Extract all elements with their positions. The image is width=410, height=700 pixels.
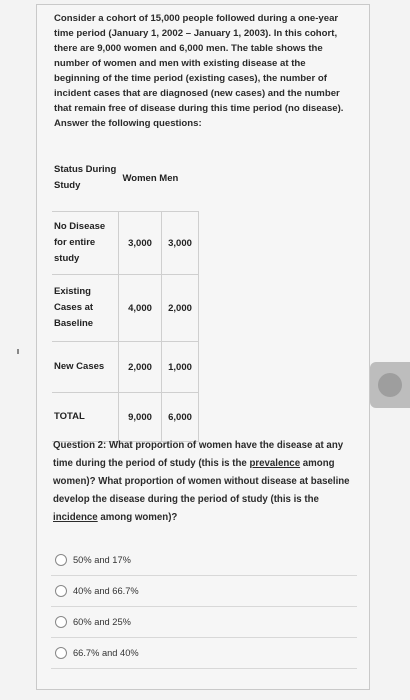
row-label: No Disease for entire study xyxy=(52,212,119,275)
table-row xyxy=(52,212,199,275)
table-row xyxy=(52,275,199,342)
row-label: Existing Cases at Baseline xyxy=(52,275,119,342)
option-label: 40% and 66.7% xyxy=(73,586,139,596)
answer-option-2[interactable] xyxy=(51,576,357,607)
men-value: 1,000 xyxy=(162,342,199,393)
option-label: 66.7% and 40% xyxy=(73,648,139,658)
question-part3: among women)? xyxy=(97,512,178,523)
intro-text: Consider a cohort of 15,000 people followed during a one-year time period (January 1, 2002 – January 1, 2003). In this cohort, there are 9,000 women and 6,000 men. The table shows the number of women and men with existing disease at the beginning of the time period (existing cases), the number of incident cases that are diagnosed (new cases) and the number that remain free of disease during this time period (no disease). Answer the following questions: xyxy=(54,13,344,129)
question-text xyxy=(53,437,357,527)
men-value: 2,000 xyxy=(162,275,199,342)
answer-options xyxy=(51,545,357,669)
women-value: 2,000 xyxy=(119,342,162,393)
answer-option-4[interactable] xyxy=(51,638,357,669)
row-label: New Cases xyxy=(52,342,119,393)
option-label: 60% and 25% xyxy=(73,617,131,627)
cases-table xyxy=(52,145,199,442)
radio-button-icon[interactable] xyxy=(55,616,67,628)
answer-option-1[interactable] xyxy=(51,545,357,576)
women-value: 9,000 xyxy=(119,393,162,442)
side-panel-tab[interactable] xyxy=(370,362,410,408)
header-men: Men xyxy=(159,172,179,184)
women-value: 4,000 xyxy=(119,275,162,342)
table-header-row xyxy=(52,145,199,212)
header-sex-cell xyxy=(119,145,199,212)
answer-option-3[interactable] xyxy=(51,607,357,638)
header-women: Women xyxy=(122,172,157,184)
radio-button-icon[interactable] xyxy=(55,585,67,597)
prevalence-term: prevalence xyxy=(249,458,301,469)
incidence-term: incidence xyxy=(53,512,98,523)
question-card xyxy=(36,4,370,690)
row-label: TOTAL xyxy=(52,393,119,442)
question-part1: Question 2: What proportion of women have the disease at any time during the period of study (this is the xyxy=(53,440,344,469)
question-part2: among women)? What proportion of women without disease at baseline develop the disease during the period of study (this is the xyxy=(53,458,350,505)
table-row xyxy=(52,342,199,393)
radio-button-icon[interactable] xyxy=(55,647,67,659)
women-value: 3,000 xyxy=(119,212,162,275)
men-value: 3,000 xyxy=(162,212,199,275)
header-status-cell: Status During Study xyxy=(52,145,119,212)
side-tab-circle-icon xyxy=(378,373,402,397)
men-value: 6,000 xyxy=(162,393,199,442)
option-label: 50% and 17% xyxy=(73,555,131,565)
radio-button-icon[interactable] xyxy=(55,554,67,566)
table-row xyxy=(52,393,199,442)
margin-tick xyxy=(17,349,19,354)
